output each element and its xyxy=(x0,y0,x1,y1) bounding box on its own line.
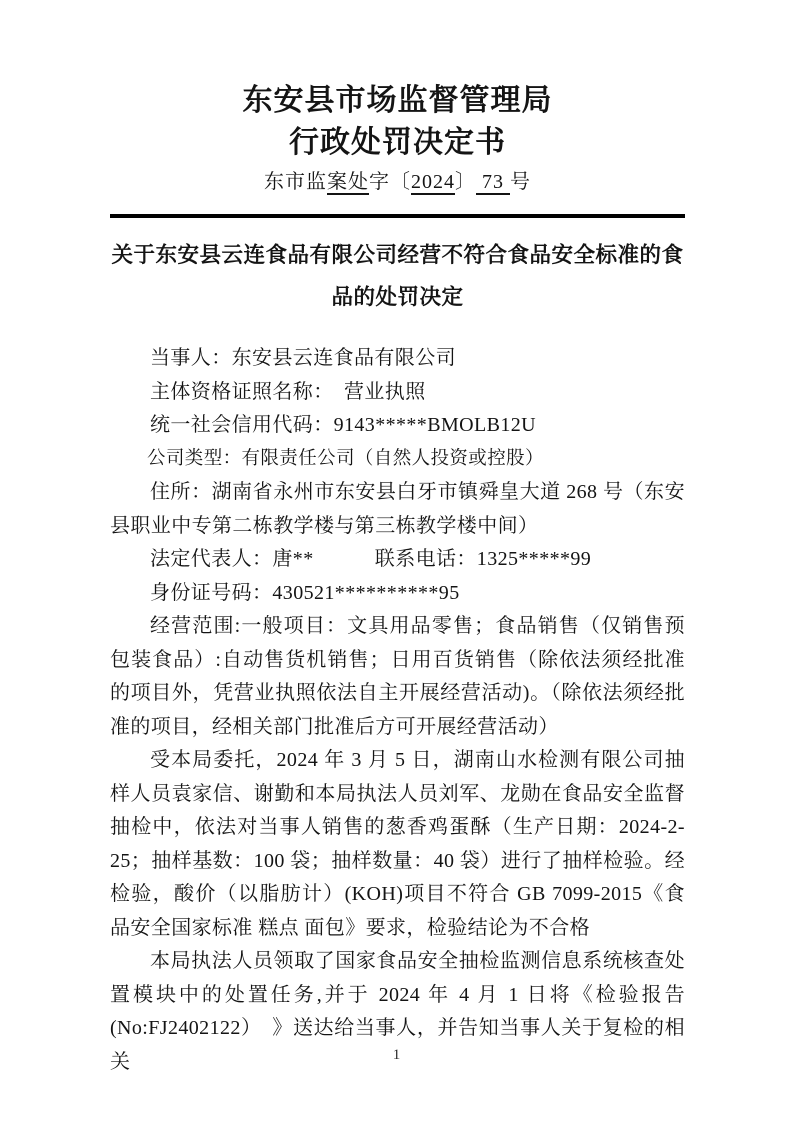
header-divider-line xyxy=(110,214,685,218)
docnum-suffix: 号 xyxy=(510,171,531,193)
paragraph-legal-representative: 法定代表人：唐** 联系电话：1325*****99 xyxy=(150,548,592,570)
agency-title: 东安县市场监督管理局 xyxy=(242,84,553,117)
paragraph-report-delivery: 本局执法人员领取了国家食品安全抽检监测信息系统核查处置模块中的处置任务,并于 2024 年 4 月 1 日将《检验报告(No:FJ2402122） 》送达给当事人，并告知当事人关于复检的相关 xyxy=(110,950,685,1073)
page-number: 1 xyxy=(392,1047,401,1063)
docnum-serial-underlined: 73 xyxy=(476,171,510,193)
docnum-mid2: 〕 xyxy=(455,171,476,193)
paragraph-id-number: 身份证号码：430521**********95 xyxy=(150,581,460,604)
docnum-mid1: 字〔 xyxy=(369,171,411,193)
paragraph-sampling-inspection: 受本局委托，2024 年 3 月 5 日，湖南山水检测有限公司抽样人员袁家信、谢勤和本局执法人员刘军、龙勋在食品安全监督抽检中，依法对当事人销售的葱香鸡蛋酥（生产日期：2024-2-25；抽样基数：100 袋；抽样数量：40 袋）进行了抽样检验。经检验，酸价（以脂肪计）(KOH)项目不符合 GB 7099-2015《食品安全国家标准 糕点 面包》要求，检验结论为不合格 xyxy=(110,749,685,939)
docnum-prefix: 东市监 xyxy=(264,171,327,193)
paragraph-license-name: 主体资格证照名称： 营业执照 xyxy=(150,380,426,403)
paragraph-credit-code: 统一社会信用代码：9143*****BMOLB12U xyxy=(150,414,536,436)
paragraph-business-scope: 经营范围:一般项目：文具用品零售；食品销售（仅销售预包装食品）:自动售货机销售；日用百货销售（除依法须经批准的项目外，凭营业执照依法自主开展经营活动)。（除依法须经批准的项目，经相关部门批准后方可开展经营活动） xyxy=(110,615,685,738)
document-number xyxy=(110,168,685,196)
document-type-title: 行政处罚决定书 xyxy=(289,126,506,159)
decision-subtitle: 关于东安县云连食品有限公司经营不符合食品安全标准的食品的处罚决定 xyxy=(111,243,684,309)
paragraph-party: 当事人：东安县云连食品有限公司 xyxy=(150,347,456,369)
docnum-case-type-underlined: 案处 xyxy=(327,171,369,193)
paragraph-company-type: 公司类型：有限责任公司（自然人投资或控股） xyxy=(147,448,544,469)
docnum-year-underlined: 2024 xyxy=(411,171,455,193)
document-body xyxy=(110,342,685,1079)
paragraph-address: 住所：湖南省永州市东安县白牙市镇舜皇大道 268 号（东安县职业中专第二栋教学楼与第三栋教学楼中间） xyxy=(110,481,685,537)
